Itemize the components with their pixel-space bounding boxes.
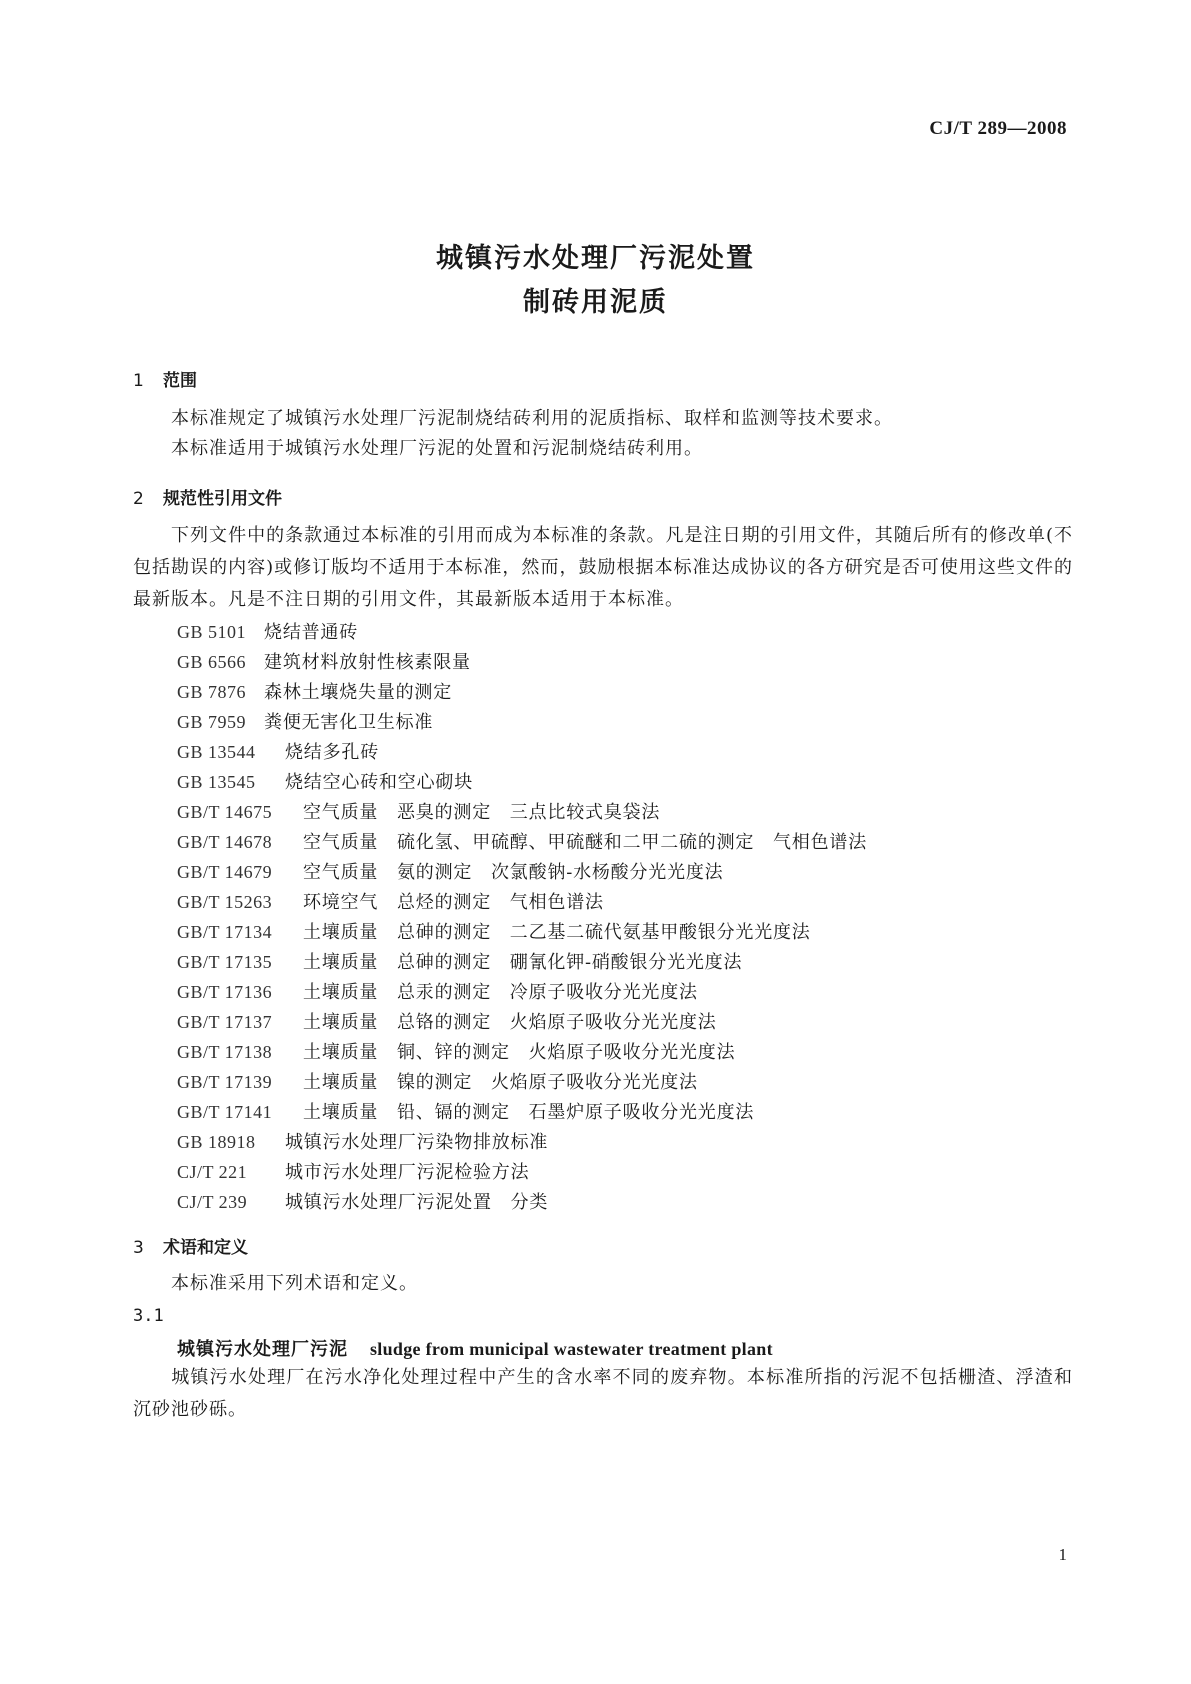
reference-title: 烧结空心砖和空心砌块 [285,772,473,793]
reference-title: 环境空气 总烃的测定 气相色谱法 [303,892,604,913]
reference-item [177,828,867,854]
reference-item [177,768,473,794]
reference-title: 土壤质量 铜、锌的测定 火焰原子吸收分光光度法 [303,1042,736,1063]
reference-item [177,708,433,734]
section-3-intro [133,1268,1073,1300]
reference-item [177,1128,548,1154]
reference-code: GB/T 14675 [177,802,273,822]
section-1-paragraph-2-text: 本标准适用于城镇污水处理厂污泥的处置和污泥制烧结砖利用。 [171,438,703,459]
reference-title: 空气质量 氨的测定 次氯酸钠-水杨酸分光光度法 [303,862,724,883]
section-3-title: 术语和定义 [163,1238,248,1258]
reference-title: 烧结普通砖 [264,622,359,643]
reference-code: CJ/T 221 [177,1162,248,1182]
term-chinese: 城镇污水处理厂污泥 [177,1339,348,1360]
reference-item [177,1098,754,1124]
reference-item [177,948,742,974]
reference-title: 空气质量 恶臭的测定 三点比较式臭袋法 [303,802,661,823]
reference-title: 城市污水处理厂污泥检验方法 [285,1162,530,1183]
reference-item [177,1008,717,1034]
reference-code: GB 5101 [177,622,247,642]
reference-item [177,1158,529,1184]
reference-item [177,1068,698,1094]
reference-code: GB 7959 [177,712,247,732]
reference-code: GB/T 14678 [177,832,273,852]
section-1-paragraph-2 [133,433,1073,465]
reference-title: 土壤质量 总砷的测定 硼氰化钾-硝酸银分光光度法 [303,952,743,973]
reference-code: GB 7876 [177,682,247,702]
reference-code: GB/T 17138 [177,1042,273,1062]
reference-item [177,648,471,674]
term-heading [177,1335,773,1361]
reference-code: GB 6566 [177,652,247,672]
reference-code: GB/T 17134 [177,922,273,942]
reference-item [177,678,452,704]
reference-title: 烧结多孔砖 [285,742,379,763]
reference-code: GB 18918 [177,1132,256,1152]
term-definition-text: 城镇污水处理厂在污水净化处理过程中产生的含水率不同的废弃物。本标准所指的污泥不包括栅渣、浮渣和沉砂池砂砾。 [133,1367,1073,1420]
page-number: 1 [1058,1545,1067,1564]
reference-item [177,1188,548,1214]
section-2-title: 规范性引用文件 [163,489,282,509]
section-1-paragraph-1 [133,403,1073,435]
section-3-heading [133,1233,248,1258]
reference-title: 土壤质量 总铬的测定 火焰原子吸收分光光度法 [303,1012,717,1033]
reference-title: 空气质量 硫化氢、甲硫醇、甲硫醚和二甲二硫的测定 气相色谱法 [303,832,867,853]
reference-code: GB/T 17141 [177,1102,273,1122]
reference-item [177,1038,735,1064]
reference-code: GB/T 17139 [177,1072,273,1092]
reference-item [177,738,379,764]
section-2-intro-text: 下列文件中的条款通过本标准的引用而成为本标准的条款。凡是注日期的引用文件，其随后所有的修改单(不包括勘误的内容)或修订版均不适用于本标准，然而，鼓励根据本标准达成协议的各方研究是否可使用这些文件的最新版本。凡是不注日期的引用文件，其最新版本适用于本标准。 [133,525,1073,610]
section-1-title: 范围 [163,371,197,391]
term-definition [133,1362,1073,1426]
subsection-number: 3.1 [133,1306,164,1326]
reference-item [177,978,698,1004]
reference-code: GB/T 15263 [177,892,273,912]
section-1-paragraph-1-text: 本标准规定了城镇污水处理厂污泥制烧结砖利用的泥质指标、取样和监测等技术要求。 [171,408,893,429]
reference-title: 土壤质量 总砷的测定 二乙基二硫代氨基甲酸银分光光度法 [303,922,811,943]
reference-title: 建筑材料放射性核素限量 [264,652,471,673]
reference-title: 城镇污水处理厂污染物排放标准 [285,1132,549,1153]
section-1-heading [133,366,197,391]
reference-item [177,858,723,884]
reference-code: GB 13544 [177,742,256,762]
reference-title: 土壤质量 铅、镉的测定 石墨炉原子吸收分光光度法 [303,1102,755,1123]
reference-code: CJ/T 239 [177,1192,248,1212]
reference-code: GB/T 17136 [177,982,273,1002]
reference-code: GB/T 17137 [177,1012,273,1032]
reference-title: 土壤质量 镍的测定 火焰原子吸收分光光度法 [303,1072,698,1093]
reference-item [177,618,358,644]
section-2-heading [133,484,282,509]
reference-item [177,888,604,914]
reference-item [177,798,660,824]
reference-title: 森林土壤烧失量的测定 [264,682,453,703]
document-title-line2: 制砖用泥质 [523,287,668,318]
reference-title: 粪便无害化卫生标准 [264,712,434,733]
reference-code: GB 13545 [177,772,256,792]
section-3-intro-text: 本标准采用下列术语和定义。 [171,1273,418,1294]
standard-number: CJ/T 289—2008 [929,118,1067,139]
reference-title: 土壤质量 总汞的测定 冷原子吸收分光光度法 [303,982,698,1003]
section-3-number: 3 [133,1238,144,1258]
section-2-intro [133,520,1073,616]
reference-code: GB/T 17135 [177,952,273,972]
term-english: sludge from municipal wastewater treatment plant [370,1339,773,1359]
reference-code: GB/T 14679 [177,862,273,882]
document-title-line1: 城镇污水处理厂污泥处置 [436,243,755,274]
reference-item [177,918,811,944]
section-2-number: 2 [133,489,144,509]
section-1-number: 1 [133,371,144,391]
reference-title: 城镇污水处理厂污泥处置 分类 [285,1192,549,1213]
